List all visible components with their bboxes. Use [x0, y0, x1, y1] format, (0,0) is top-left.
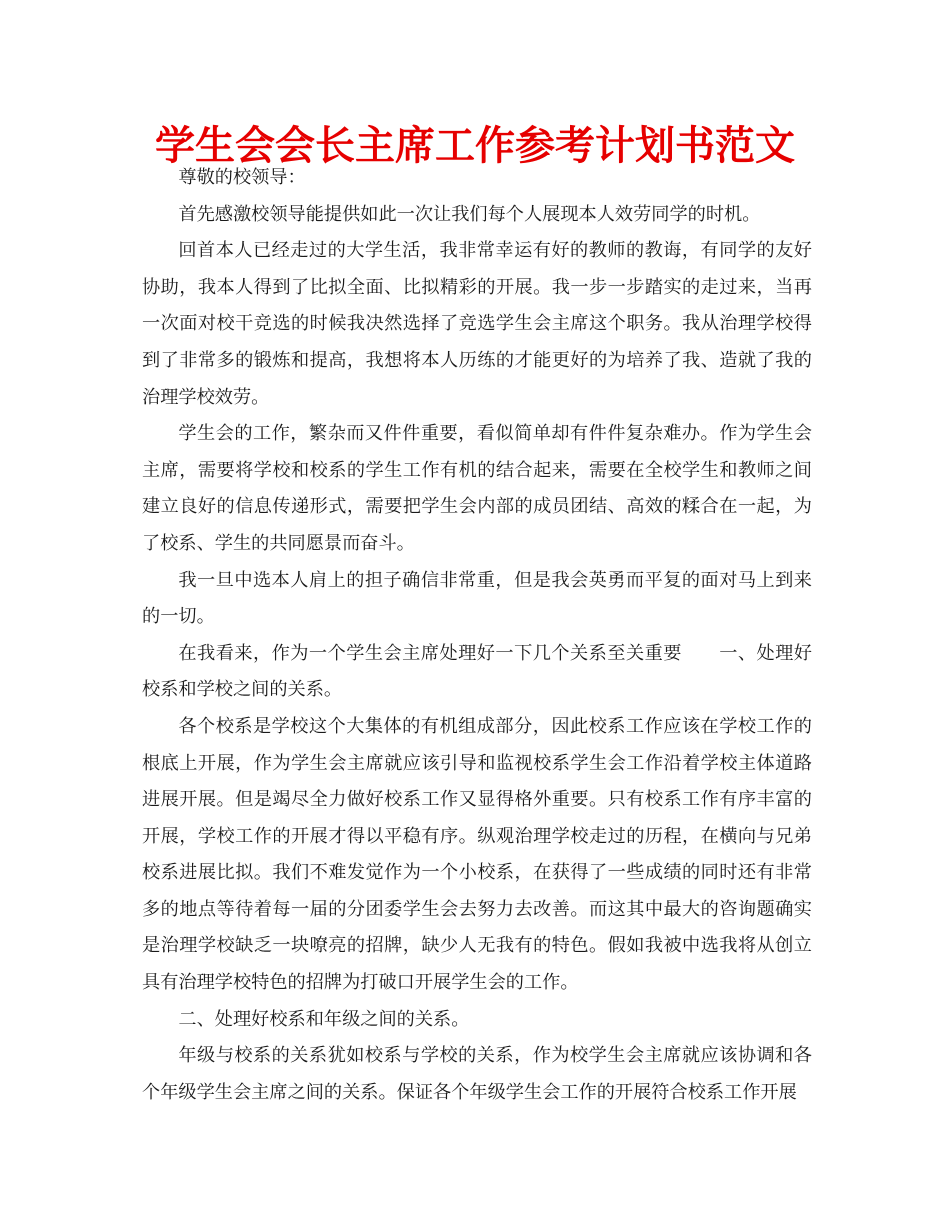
- document-title: 学生会会长主席工作参考计划书范文: [155, 122, 795, 169]
- section-heading-paragraph: 二、处理好校系和年级之间的关系。: [178, 1008, 470, 1030]
- body-paragraph: 在我看来，作为一个学生会主席处理好一下几个关系至关重要 一、处理好校系和学校之间的关系。: [142, 642, 812, 701]
- document-body: [142, 160, 812, 1111]
- body-paragraph: 学生会的工作，繁杂而又件件重要，看似简单却有件件复杂难办。作为学生会主席，需要将学校和校系的学生工作有机的结合起来，需要在全校学生和教师之间建立良好的信息传递形式，需要把学生会内部的成员团结、高效的糅合在一起，为了校系、学生的共同愿景而奋斗。: [142, 423, 812, 554]
- body-paragraph: 回首本人已经走过的大学生活，我非常幸运有好的教师的教诲，有同学的友好协助，我本人得到了比拟全面、比拟精彩的开展。我一步一步踏实的走过来，当再一次面对校干竞选的时候我决然选择了竞选学生会主席这个职务。我从治理学校得到了非常多的锻炼和提高，我想将本人历练的才能更好的为培养了我、造就了我的治理学校效劳。: [142, 240, 812, 408]
- body-paragraph: 年级与校系的关系犹如校系与学校的关系，作为校学生会主席就应该协调和各个年级学生会主席之间的关系。保证各个年级学生会工作的开展符合校系工作开展: [142, 1045, 812, 1103]
- body-paragraph: 首先感激校领导能提供如此一次让我们每个人展现本人效劳同学的时机。: [178, 203, 761, 225]
- body-paragraph: 我一旦中选本人肩上的担子确信非常重，但是我会英勇而平复的面对马上到来的一切。: [142, 569, 812, 628]
- salutation-paragraph: 尊敬的校领导：: [178, 167, 306, 188]
- body-paragraph: 各个校系是学校这个大集体的有机组成部分，因此校系工作应该在学校工作的根底上开展，作为学生会主席就应该引导和监视校系学生会工作沿着学校主体道路进展开展。但是竭尽全力做好校系工作又显得格外重要。只有校系工作有序丰富的开展，学校工作的开展才得以平稳有序。纵观治理学校走过的历程，在横向与兄弟校系进展比拟。我们不难发觉作为一个小校系，在获得了一些成绩的同时还有非常多的地点等待着每一届的分团委学生会去努力去改善。而这其中最大的咨询题确实是治理学校缺乏一块嘹亮的招牌，缺少人无我有的特色。假如我被中选我将从创立具有治理学校特色的招牌为打破口开展学生会的工作。: [142, 715, 812, 994]
